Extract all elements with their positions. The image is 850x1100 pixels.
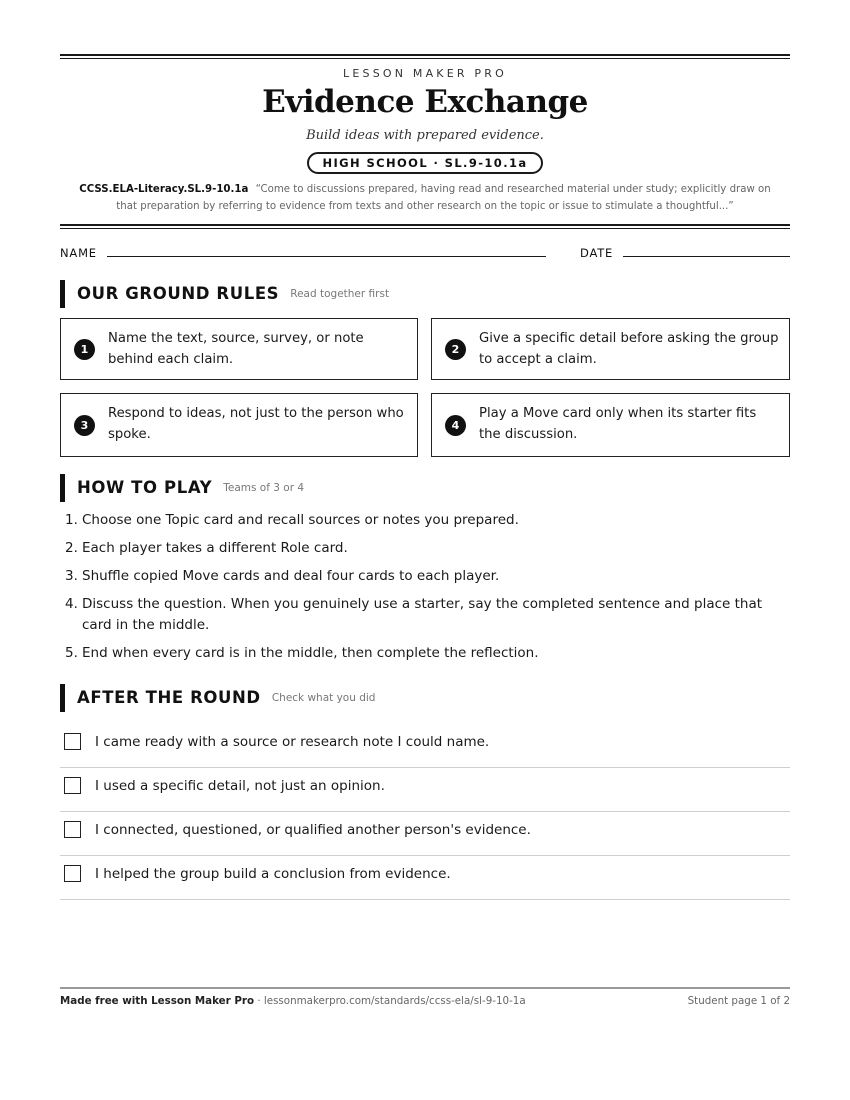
rule-text: Respond to ideas, not just to the person who spoke.	[108, 406, 404, 442]
ground-rule-card	[431, 318, 790, 380]
footer-brand: Made free with Lesson Maker Pro	[60, 995, 255, 1007]
checklist-item	[60, 855, 790, 900]
rule-text: Give a specific detail before asking the group to accept a claim.	[479, 331, 779, 367]
ground-rule-card	[60, 318, 418, 380]
brand-name: LESSON MAKER PRO	[343, 67, 507, 80]
how-to-play-title: HOW TO PLAY	[77, 478, 213, 497]
top-rule	[60, 54, 790, 56]
rule-number-badge: 2	[445, 339, 466, 360]
ground-rule-card	[431, 393, 790, 457]
step-text: Shuffle copied Move cards and deal four cards to each player.	[82, 568, 500, 584]
how-to-play-steps	[65, 510, 790, 671]
page-subtitle: Build ideas with prepared evidence.	[306, 128, 544, 143]
checklist-text: I used a specific detail, not just an opinion.	[95, 778, 385, 794]
standard-code: CCSS.ELA-Literacy.SL.9-10.1a	[79, 184, 249, 195]
footer-credit	[60, 995, 526, 1007]
step-number: 1.	[65, 512, 78, 528]
after-round-note: Check what you did	[271, 692, 376, 704]
ground-rules-note: Read together first	[290, 288, 390, 300]
checklist-text: I helped the group build a conclusion from evidence.	[95, 866, 451, 882]
reflection-checkbox[interactable]	[64, 821, 81, 838]
footer-separator: ·	[257, 995, 261, 1007]
reflection-checkbox[interactable]	[64, 777, 81, 794]
header-bottom-rule	[60, 224, 790, 226]
step-number: 2.	[65, 540, 78, 556]
step-text: Choose one Topic card and recall sources or notes you prepared.	[82, 512, 519, 528]
ground-rule-card	[60, 393, 418, 457]
footer-url[interactable]: lessonmakerpro.com/standards/ccss-ela/sl-9-10-1a	[263, 995, 526, 1007]
header-bottom-rule-thin	[60, 228, 790, 229]
checklist-text: I connected, questioned, or qualified another person's evidence.	[95, 822, 531, 838]
ground-rules-heading	[60, 280, 389, 308]
standard-description	[70, 181, 780, 215]
rule-number-badge: 3	[74, 415, 95, 436]
list-item	[65, 510, 790, 531]
step-text: End when every card is in the middle, then complete the reflection.	[82, 645, 539, 661]
date-field[interactable]	[623, 256, 790, 257]
name-label: NAME	[60, 246, 97, 260]
rule-number-badge: 4	[445, 415, 466, 436]
list-item	[65, 538, 790, 559]
step-number: 4.	[65, 596, 78, 612]
list-item	[65, 594, 790, 636]
after-round-title: AFTER THE ROUND	[77, 688, 261, 707]
how-to-play-note: Teams of 3 or 4	[223, 482, 305, 494]
step-number: 3.	[65, 568, 78, 584]
rule-number-badge: 1	[74, 339, 95, 360]
ground-rules-title: OUR GROUND RULES	[77, 284, 280, 303]
after-round-heading	[60, 684, 375, 712]
date-label: DATE	[580, 246, 614, 260]
page-title: Evidence Exchange	[262, 84, 588, 120]
name-field[interactable]	[107, 256, 546, 257]
rule-text: Name the text, source, survey, or note behind each claim.	[108, 331, 364, 367]
step-number: 5.	[65, 645, 78, 661]
step-text: Discuss the question. When you genuinely use a starter, say the completed sentence and place that card in the middle.	[82, 596, 763, 633]
checklist-item	[60, 767, 790, 812]
reflection-checkbox[interactable]	[64, 865, 81, 882]
page-number: Student page 1 of 2	[687, 995, 790, 1007]
footer-rule	[60, 987, 790, 989]
rule-text: Play a Move card only when its starter fits the discussion.	[479, 406, 757, 442]
list-item	[65, 643, 790, 664]
step-text: Each player takes a different Role card.	[82, 540, 348, 556]
checklist-item	[60, 723, 790, 768]
standard-text: “Come to discussions prepared, having read and researched material under study; explicitly draw on that preparation by referring to evidence from texts and other research on the topic or issue to stimulate a thoughtful...”	[116, 184, 771, 212]
list-item	[65, 566, 790, 587]
top-rule-thin	[60, 58, 790, 59]
checklist-text: I came ready with a source or research note I could name.	[95, 734, 490, 750]
how-to-play-heading	[60, 474, 304, 502]
checklist-item	[60, 811, 790, 856]
reflection-checkbox[interactable]	[64, 733, 81, 750]
grade-level-badge: HIGH SCHOOL · SL.9-10.1a	[307, 152, 542, 174]
